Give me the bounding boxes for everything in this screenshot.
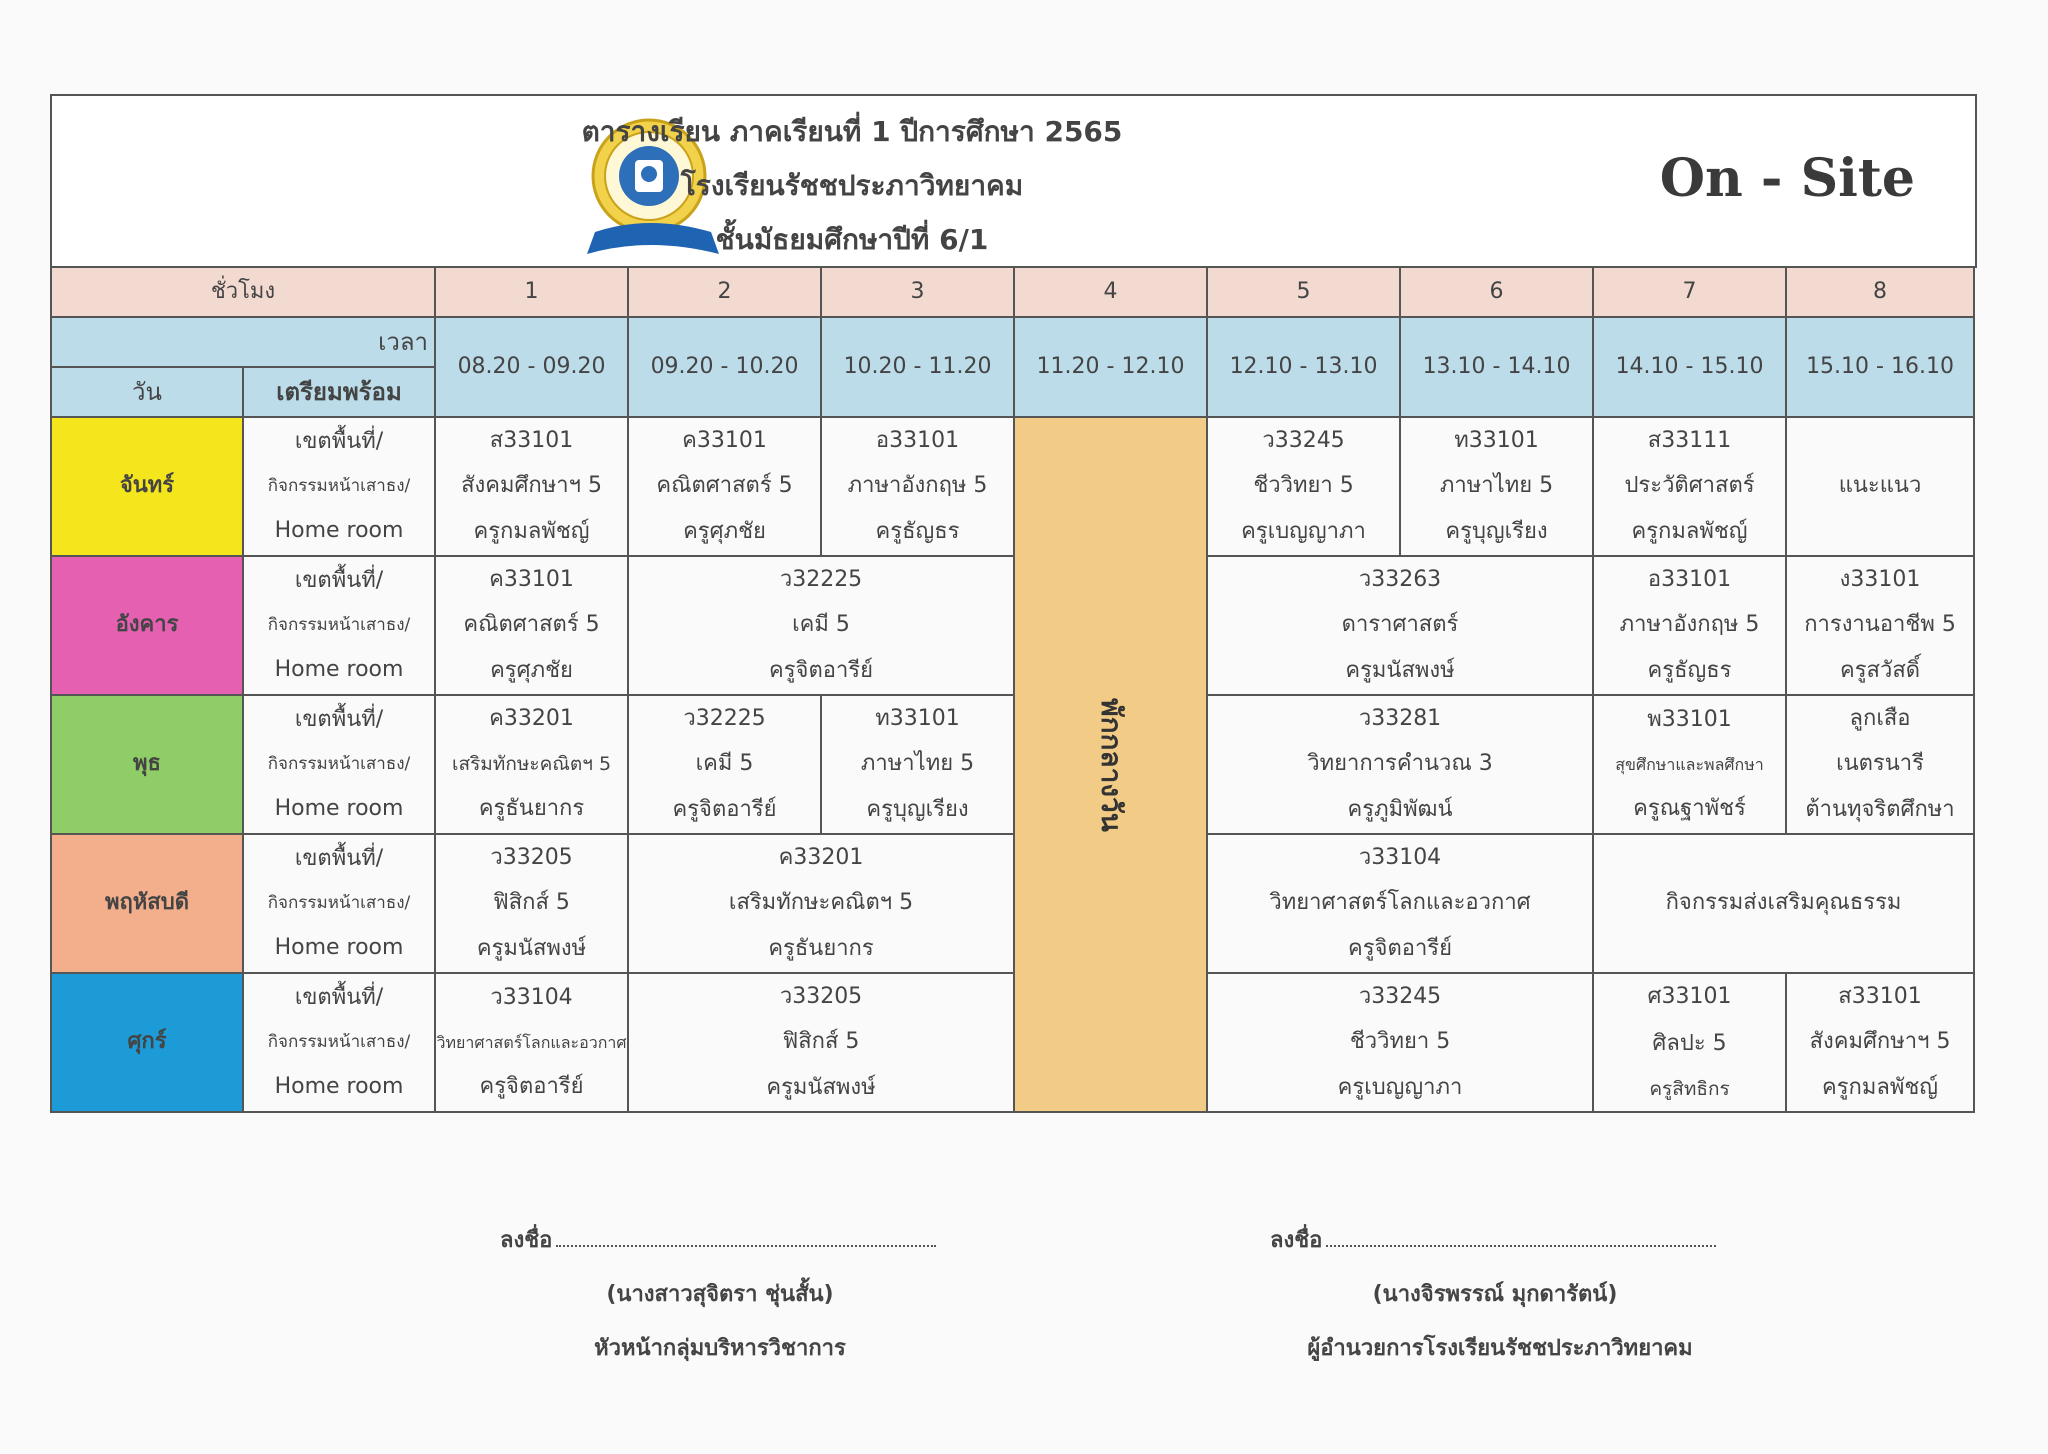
- prep-line: กิจกรรมหน้าเสาธง/: [267, 754, 411, 775]
- sign-label: ลงชื่อ: [500, 1228, 553, 1253]
- class-cell: [1786, 556, 1974, 695]
- prep-line: เขตพื้นที่/: [294, 567, 384, 593]
- prep-line: Home room: [274, 934, 404, 960]
- subject: คณิตศาสตร์ 5: [656, 473, 793, 499]
- period-number: 4: [1014, 267, 1207, 317]
- teacher: ครูมนัสพงษ์: [766, 1074, 876, 1100]
- time-slot: 11.20 - 12.10: [1014, 317, 1207, 417]
- period-number: 7: [1593, 267, 1786, 317]
- period-number: 8: [1786, 267, 1974, 317]
- time-header-row: [51, 317, 1974, 367]
- day-wednesday: พุธ: [51, 695, 243, 834]
- teacher: ครูสวัสดิ์: [1840, 657, 1921, 683]
- subject: การงานอาชีพ 5: [1804, 612, 1956, 638]
- class-cell: [435, 695, 628, 834]
- class-cell: [821, 417, 1014, 556]
- class-cell: [628, 417, 821, 556]
- class-cell: [1207, 695, 1593, 834]
- course-code: ศ33101: [1647, 984, 1732, 1010]
- subject: วิทยาศาสตร์โลกและอวกาศ: [1269, 890, 1531, 916]
- class-cell: [1593, 973, 1786, 1112]
- subject: ดาราศาสตร์: [1341, 612, 1459, 638]
- prep-line: เขตพื้นที่/: [294, 706, 384, 732]
- class-cell: [1207, 417, 1400, 556]
- signer-left-role: หัวหน้ากลุ่มบริหารวิชาการ: [594, 1336, 846, 1361]
- teacher: ครูภูมิพัฒน์: [1347, 796, 1453, 822]
- course-code: ส33111: [1647, 427, 1732, 453]
- timetable-header: [50, 94, 1977, 268]
- class-cell: [628, 834, 1014, 973]
- teacher: ครูเบญญาภา: [1241, 518, 1366, 544]
- title-class: ชั้นมัธยมศึกษาปีที่ 6/1: [715, 223, 989, 256]
- subject: เคมี 5: [792, 612, 850, 638]
- class-cell: แนะแนว: [1786, 417, 1974, 556]
- prep-line: กิจกรรมหน้าเสาธง/: [267, 1032, 411, 1053]
- class-cell: [435, 834, 628, 973]
- period-number: 1: [435, 267, 628, 317]
- prep-line: เขตพื้นที่/: [294, 984, 384, 1010]
- teacher: ครูธัญธร: [1647, 657, 1732, 683]
- prep-line: กิจกรรมหน้าเสาธง/: [267, 893, 411, 914]
- day-monday: จันทร์: [51, 417, 243, 556]
- class-cell: [435, 973, 628, 1112]
- course-code: ว33205: [490, 844, 573, 870]
- prep-line: เขตพื้นที่/: [294, 428, 384, 454]
- signature-right: [1270, 1222, 1716, 1257]
- signer-right-name: (นางจิรพรรณ์ มุกดารัตน์): [1372, 1282, 1618, 1307]
- subject: สังคมศึกษาฯ 5: [1809, 1029, 1951, 1055]
- title-school: โรงเรียนรัชชประภาวิทยาคม: [680, 169, 1024, 202]
- teacher: ครูกมลพัชญ์: [1822, 1074, 1939, 1100]
- day-row-monday: [51, 417, 1974, 556]
- subject: วิทยาการคำนวณ 3: [1307, 751, 1493, 777]
- course-code: อ33101: [875, 427, 960, 453]
- class-cell: [1207, 556, 1593, 695]
- subject: ชีววิทยา 5: [1253, 473, 1354, 499]
- lunch-break: [1014, 417, 1207, 1112]
- class-cell: [1593, 417, 1786, 556]
- class-cell: [1400, 417, 1593, 556]
- course-code: ว33245: [1358, 983, 1442, 1009]
- time-slot: 08.20 - 09.20: [435, 317, 628, 417]
- day-thursday: พฤหัสบดี: [51, 834, 243, 973]
- day-row-tuesday: [51, 556, 1974, 695]
- prep-line: กิจกรรมหน้าเสาธง/: [267, 615, 411, 636]
- day-row-wednesday: [51, 695, 1974, 834]
- prep-line: Home room: [274, 1073, 404, 1099]
- prep-line: Home room: [274, 656, 404, 682]
- subject: เนตรนารี: [1836, 751, 1924, 777]
- prep-cell: [243, 695, 435, 834]
- subject: เสริมทักษะคณิตฯ 5: [728, 890, 914, 916]
- signer-left-name: (นางสาวสุจิตรา ชุ่นสั้น): [606, 1282, 834, 1307]
- teacher: ครูธัญธร: [875, 518, 960, 544]
- signature-left: [500, 1222, 936, 1257]
- subject: ฟิสิกส์ 5: [493, 890, 570, 916]
- period-number: 6: [1400, 267, 1593, 317]
- schedule-table: [50, 266, 1975, 1113]
- course-code: พ33101: [1647, 706, 1732, 732]
- teacher: ครูมนัสพงษ์: [1345, 657, 1455, 683]
- prep-line: Home room: [274, 517, 404, 543]
- class-cell: [821, 695, 1014, 834]
- class-cell: [1786, 695, 1974, 834]
- course-code: ส33101: [1838, 983, 1922, 1009]
- subject: เสริมทักษะคณิตฯ 5: [451, 753, 612, 776]
- teacher: ครูธันยากร: [478, 796, 585, 822]
- subject: วิทยาศาสตร์โลกและอวกาศ: [436, 1032, 627, 1052]
- subject: สังคมศึกษาฯ 5: [461, 473, 602, 499]
- signer-right-role: ผู้อำนวยการโรงเรียนรัชชประภาวิทยาคม: [1307, 1336, 1693, 1361]
- class-cell: [628, 695, 821, 834]
- teacher: ครูจิตอารีย์: [479, 1073, 584, 1099]
- class-cell: [1593, 695, 1786, 834]
- lunch-label: พักกลางวัน: [1094, 697, 1128, 832]
- course-code: ว33263: [1358, 566, 1442, 592]
- course-code: ค33101: [682, 427, 767, 453]
- teacher: ครูจิตอารีย์: [769, 657, 873, 683]
- class-cell: [628, 556, 1014, 695]
- prep-label: เตรียมพร้อม: [243, 367, 435, 417]
- time-slot: 10.20 - 11.20: [821, 317, 1014, 417]
- prep-cell: [243, 556, 435, 695]
- subject: ภาษาไทย 5: [860, 751, 975, 777]
- course-code: ง33101: [1839, 566, 1921, 592]
- course-code: ค33201: [489, 706, 574, 732]
- teacher: ครูจิตอารีย์: [672, 796, 777, 822]
- day-row-friday: [51, 973, 1974, 1112]
- onsite-label: On - Site: [1659, 148, 1915, 209]
- course-code: ลูกเสือ: [1849, 705, 1911, 731]
- course-code: ส33101: [489, 427, 574, 453]
- sign-label: ลงชื่อ: [1270, 1228, 1323, 1253]
- subject: ภาษาอังกฤษ 5: [1619, 612, 1760, 638]
- teacher: ครูเบญญาภา: [1337, 1074, 1463, 1100]
- course-code: ว33104: [1358, 844, 1442, 870]
- teacher: ครูกมลพัชญ์: [1631, 518, 1748, 544]
- time-slot: 09.20 - 10.20: [628, 317, 821, 417]
- teacher: ต้านทุจริตศึกษา: [1805, 796, 1955, 822]
- teacher: ครูศุภชัย: [683, 518, 766, 544]
- prep-cell: [243, 417, 435, 556]
- subject: ภาษาไทย 5: [1439, 473, 1554, 499]
- time-slot: 14.10 - 15.10: [1593, 317, 1786, 417]
- teacher: ครูจิตอารีย์: [1348, 935, 1452, 961]
- subject: ฟิสิกส์ 5: [782, 1029, 860, 1055]
- teacher: ครูสิทธิกร: [1649, 1077, 1730, 1100]
- time-label: เวลา: [51, 317, 435, 367]
- course-code: ว33281: [1358, 705, 1442, 731]
- day-label: วัน: [51, 367, 243, 417]
- title-semester: ตารางเรียน ภาคเรียนที่ 1 ปีการศึกษา 2565: [581, 115, 1123, 148]
- prep-cell: [243, 834, 435, 973]
- class-cell: [1207, 834, 1593, 973]
- subject: ภาษาอังกฤษ 5: [847, 473, 988, 499]
- period-number: 3: [821, 267, 1014, 317]
- course-code: ว32225: [779, 566, 863, 592]
- activity-cell: กิจกรรมส่งเสริมคุณธรรม: [1593, 834, 1974, 973]
- teacher: ครูบุญเรียง: [1445, 518, 1548, 544]
- course-code: ว33245: [1262, 427, 1345, 453]
- course-code: ว33104: [490, 984, 573, 1010]
- prep-cell: [243, 973, 435, 1112]
- course-code: ค33101: [489, 566, 574, 592]
- period-number: 2: [628, 267, 821, 317]
- time-slot: 12.10 - 13.10: [1207, 317, 1400, 417]
- course-code: อ33101: [1647, 566, 1732, 592]
- time-slot: 13.10 - 14.10: [1400, 317, 1593, 417]
- teacher: ครูมนัสพงษ์: [476, 935, 587, 961]
- subject: คณิตศาสตร์ 5: [463, 612, 600, 638]
- prep-line: กิจกรรมหน้าเสาธง/: [267, 476, 411, 497]
- period-number: 5: [1207, 267, 1400, 317]
- teacher: ครูกมลพัชญ์: [473, 518, 590, 544]
- period-label: ชั่วโมง: [51, 267, 435, 317]
- signature-line: [556, 1227, 936, 1247]
- teacher: ครูบุญเรียง: [866, 796, 969, 822]
- subject: สุขศึกษาและพลศึกษา: [1615, 754, 1764, 774]
- prep-line: เขตพื้นที่/: [294, 845, 384, 871]
- class-cell: [1786, 973, 1974, 1112]
- subject: เคมี 5: [695, 751, 754, 777]
- class-cell: [1207, 973, 1593, 1112]
- class-cell: [435, 556, 628, 695]
- day-friday: ศุกร์: [51, 973, 243, 1112]
- subject: ประวัติศาสตร์: [1624, 473, 1755, 499]
- subject: ศิลปะ 5: [1652, 1031, 1727, 1057]
- class-cell: [435, 417, 628, 556]
- course-code: ท33101: [875, 705, 960, 731]
- course-code: ว32225: [683, 705, 766, 731]
- course-code: ท33101: [1454, 427, 1539, 453]
- day-tuesday: อังคาร: [51, 556, 243, 695]
- timetable-sheet: [50, 94, 1975, 1116]
- class-cell: [628, 973, 1014, 1112]
- teacher: ครูศุภชัย: [490, 657, 573, 683]
- day-row-thursday: [51, 834, 1974, 973]
- period-header-row: [51, 267, 1974, 317]
- class-cell: [1593, 556, 1786, 695]
- course-code: ค33201: [778, 844, 864, 870]
- signature-line: [1326, 1227, 1716, 1247]
- course-code: ว33205: [779, 983, 863, 1009]
- prep-line: Home room: [274, 795, 404, 821]
- subject: ชีววิทยา 5: [1349, 1029, 1451, 1055]
- teacher: ครูณฐาพัชร์: [1633, 795, 1746, 821]
- teacher: ครูธันยากร: [768, 935, 874, 961]
- time-slot: 15.10 - 16.10: [1786, 317, 1974, 417]
